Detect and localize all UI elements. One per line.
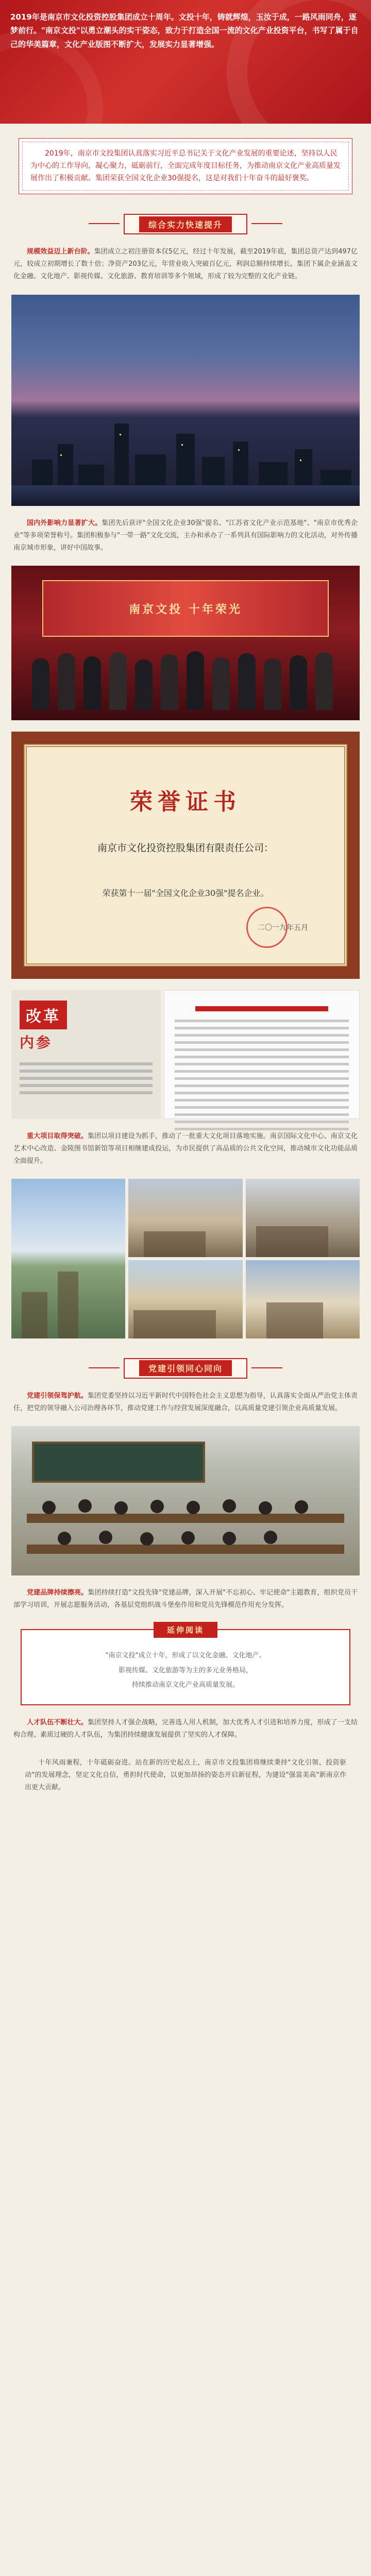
paragraph-projects-body: 集团以项目建设为抓手，推动了一批重大文化项目落地实施。南京国际文化中心、南京文化艺术中心改造、金陵图书馆新馆等项目相继建成投运，为市民提供了高品质的公共文化空间，推动城市文化功能品质全面提升。 (13, 1132, 358, 1165)
certificate-paper (24, 744, 347, 967)
honor-certificate (11, 732, 360, 979)
paragraph-party-brand-body: 集团持续打造"文投先锋"党建品牌，深入开展"不忘初心、牢记使命"主题教育，组织党员干部学习培训，开展志愿服务活动，各基层党组织战斗堡垒作用和党员先锋模范作用充分发挥。 (13, 1588, 358, 1609)
extended-reading-card (21, 1625, 350, 1705)
paragraph-scale-body: 集团成立之初注册资本仅5亿元，经过十年发展，截至2019年底，集团总资产达到497亿元，较成立初期增长了数十倍；净资产203亿元，年营业收入突破百亿元，利润总额持续增长。集团下属企业涵盖文化金融、文化地产、影视传媒、文化旅游、教育培训等多个领域，形成了较为完整的文化产业链。 (13, 248, 358, 281)
paragraph-influence-body: 集团先后获评"全国文化企业30强"提名、"江苏省文化产业示范基地"、"南京市优秀企业"等多项荣誉称号。集团积极参与"一带一路"文化交流，主办和承办了一系列具有国际影响力的文化活动，对外传播南京城市形象，讲好中国故事。 (13, 519, 358, 552)
paragraph-closing: 十年风雨兼程，十年砥砺奋进。站在新的历史起点上，南京市文投集团将继续秉持"文化引领、投资驱动"的发展理念，坚定文化自信，勇担时代使命，以更加昂扬的姿态开启新征程，为建设"强富美高"新南京作出更大贡献。 (25, 1759, 346, 1792)
paragraph-influence-lead: 国内外影响力显著扩大。 (27, 519, 102, 527)
news-masthead: 改革 (20, 1001, 67, 1029)
certificate-award: 荣获第十一届"全国文化企业30强"提名企业。 (102, 888, 269, 898)
classroom-photo (11, 1426, 360, 1575)
collage-photo-1 (11, 1179, 125, 1338)
paragraph-party-lead (0, 1390, 371, 1415)
certificate-date: 二〇一九年五月 (258, 923, 308, 932)
section-title-party (124, 1358, 247, 1379)
extended-reading-tag: 延伸阅读 (154, 1622, 217, 1638)
paragraph-party-lead-title: 党建引领保驾护航。 (27, 1392, 88, 1400)
section-title-party-label: 党建引领同心同向 (139, 1360, 232, 1376)
paragraph-scale (0, 246, 371, 283)
document-text-lines (175, 1006, 349, 1135)
city-skyline (11, 413, 360, 506)
extended-reading-line-1: "南京文投"成立十年，形成了以文化金融、文化地产、 (105, 1652, 266, 1659)
certificate-recipient: 南京市文化投资控股集团有限责任公司： (97, 842, 274, 854)
paragraph-party-brand-title: 党建品牌持续擦亮。 (27, 1588, 88, 1597)
paragraph-talent-title: 人才队伍不断壮大。 (27, 1719, 88, 1727)
intro-text: 2019年，南京市文投集团认真落实习近平总书记关于文化产业发展的重要论述，坚持以人民为中心的工作导向，凝心聚力，砥砺前行，全面完成年度目标任务，为推动南京文化产业高质量发展作出了积极贡献。集团荣获全国文化企业30强提名，这是对我们十年奋斗的最好褒奖。 (30, 149, 341, 182)
intro-card (19, 138, 352, 194)
news-clipping-left (11, 990, 161, 1119)
blackboard (32, 1442, 205, 1483)
header-text: 2019年是南京市文化投资控股集团成立十周年。文投十年，铸就辉煌，玉汝于成，一路风雨同舟，逐梦前行。"南京文投"以勇立潮头的实干姿态，致力于打造全国一流的文化产业投资平台，书写了属于自己的华美篇章，文化产业版图不断扩大，发展实力显著增强。 (10, 12, 359, 49)
section-title-strength-label: 综合实力快速提升 (139, 216, 232, 232)
news-text-lines (20, 1062, 153, 1098)
certificate-title: 荣誉证书 (130, 788, 241, 815)
red-seal-icon (246, 907, 288, 948)
paragraph-talent-body: 集团坚持人才强企战略，完善选人用人机制，加大优秀人才引进和培养力度，形成了一支结构合理、素质过硬的人才队伍，为集团持续健康发展提供了坚实的人才保障。 (13, 1719, 358, 1739)
paragraph-projects (0, 1130, 371, 1167)
extended-reading-line-3: 持续推动南京文化产业高质量发展。 (131, 1681, 239, 1689)
paragraph-influence (0, 517, 371, 554)
project-photo-collage (11, 1179, 360, 1338)
footer-spacer (0, 1794, 371, 1815)
news-subtitle: 内参 (20, 1033, 53, 1051)
collage-photo-4 (128, 1260, 242, 1338)
city-night-photo (11, 295, 360, 506)
ceremony-photo (11, 566, 360, 720)
section-title-strength (124, 214, 247, 234)
collage-photo-5 (246, 1260, 360, 1338)
stage-screen (42, 580, 329, 637)
extended-reading-line-2: 影视传媒、文化旅游等为主的多元业务格局， (118, 1666, 252, 1674)
document-clipping-right (164, 990, 360, 1119)
paragraph-projects-lead: 重大项目取得突破。 (27, 1132, 88, 1140)
collage-photo-2 (128, 1179, 242, 1257)
collage-photo-3 (246, 1179, 360, 1257)
news-clippings (11, 990, 360, 1119)
header-banner (0, 0, 371, 124)
paragraph-party-brand (0, 1587, 371, 1612)
paragraph-talent (0, 1717, 371, 1741)
paragraph-party-lead-body: 集团党委坚持以习近平新时代中国特色社会主义思想为指导，认真落实全面从严治党主体责任，把党的领导融入公司治理各环节，推动党建工作与经营发展深度融合，以高质量党建引领企业高质量发展。 (13, 1392, 358, 1412)
ceremony-people (27, 648, 344, 710)
stage-screen-text: 南京文投 十年荣光 (129, 603, 242, 616)
paragraph-scale-lead: 规模效益迈上新台阶。 (27, 248, 94, 256)
